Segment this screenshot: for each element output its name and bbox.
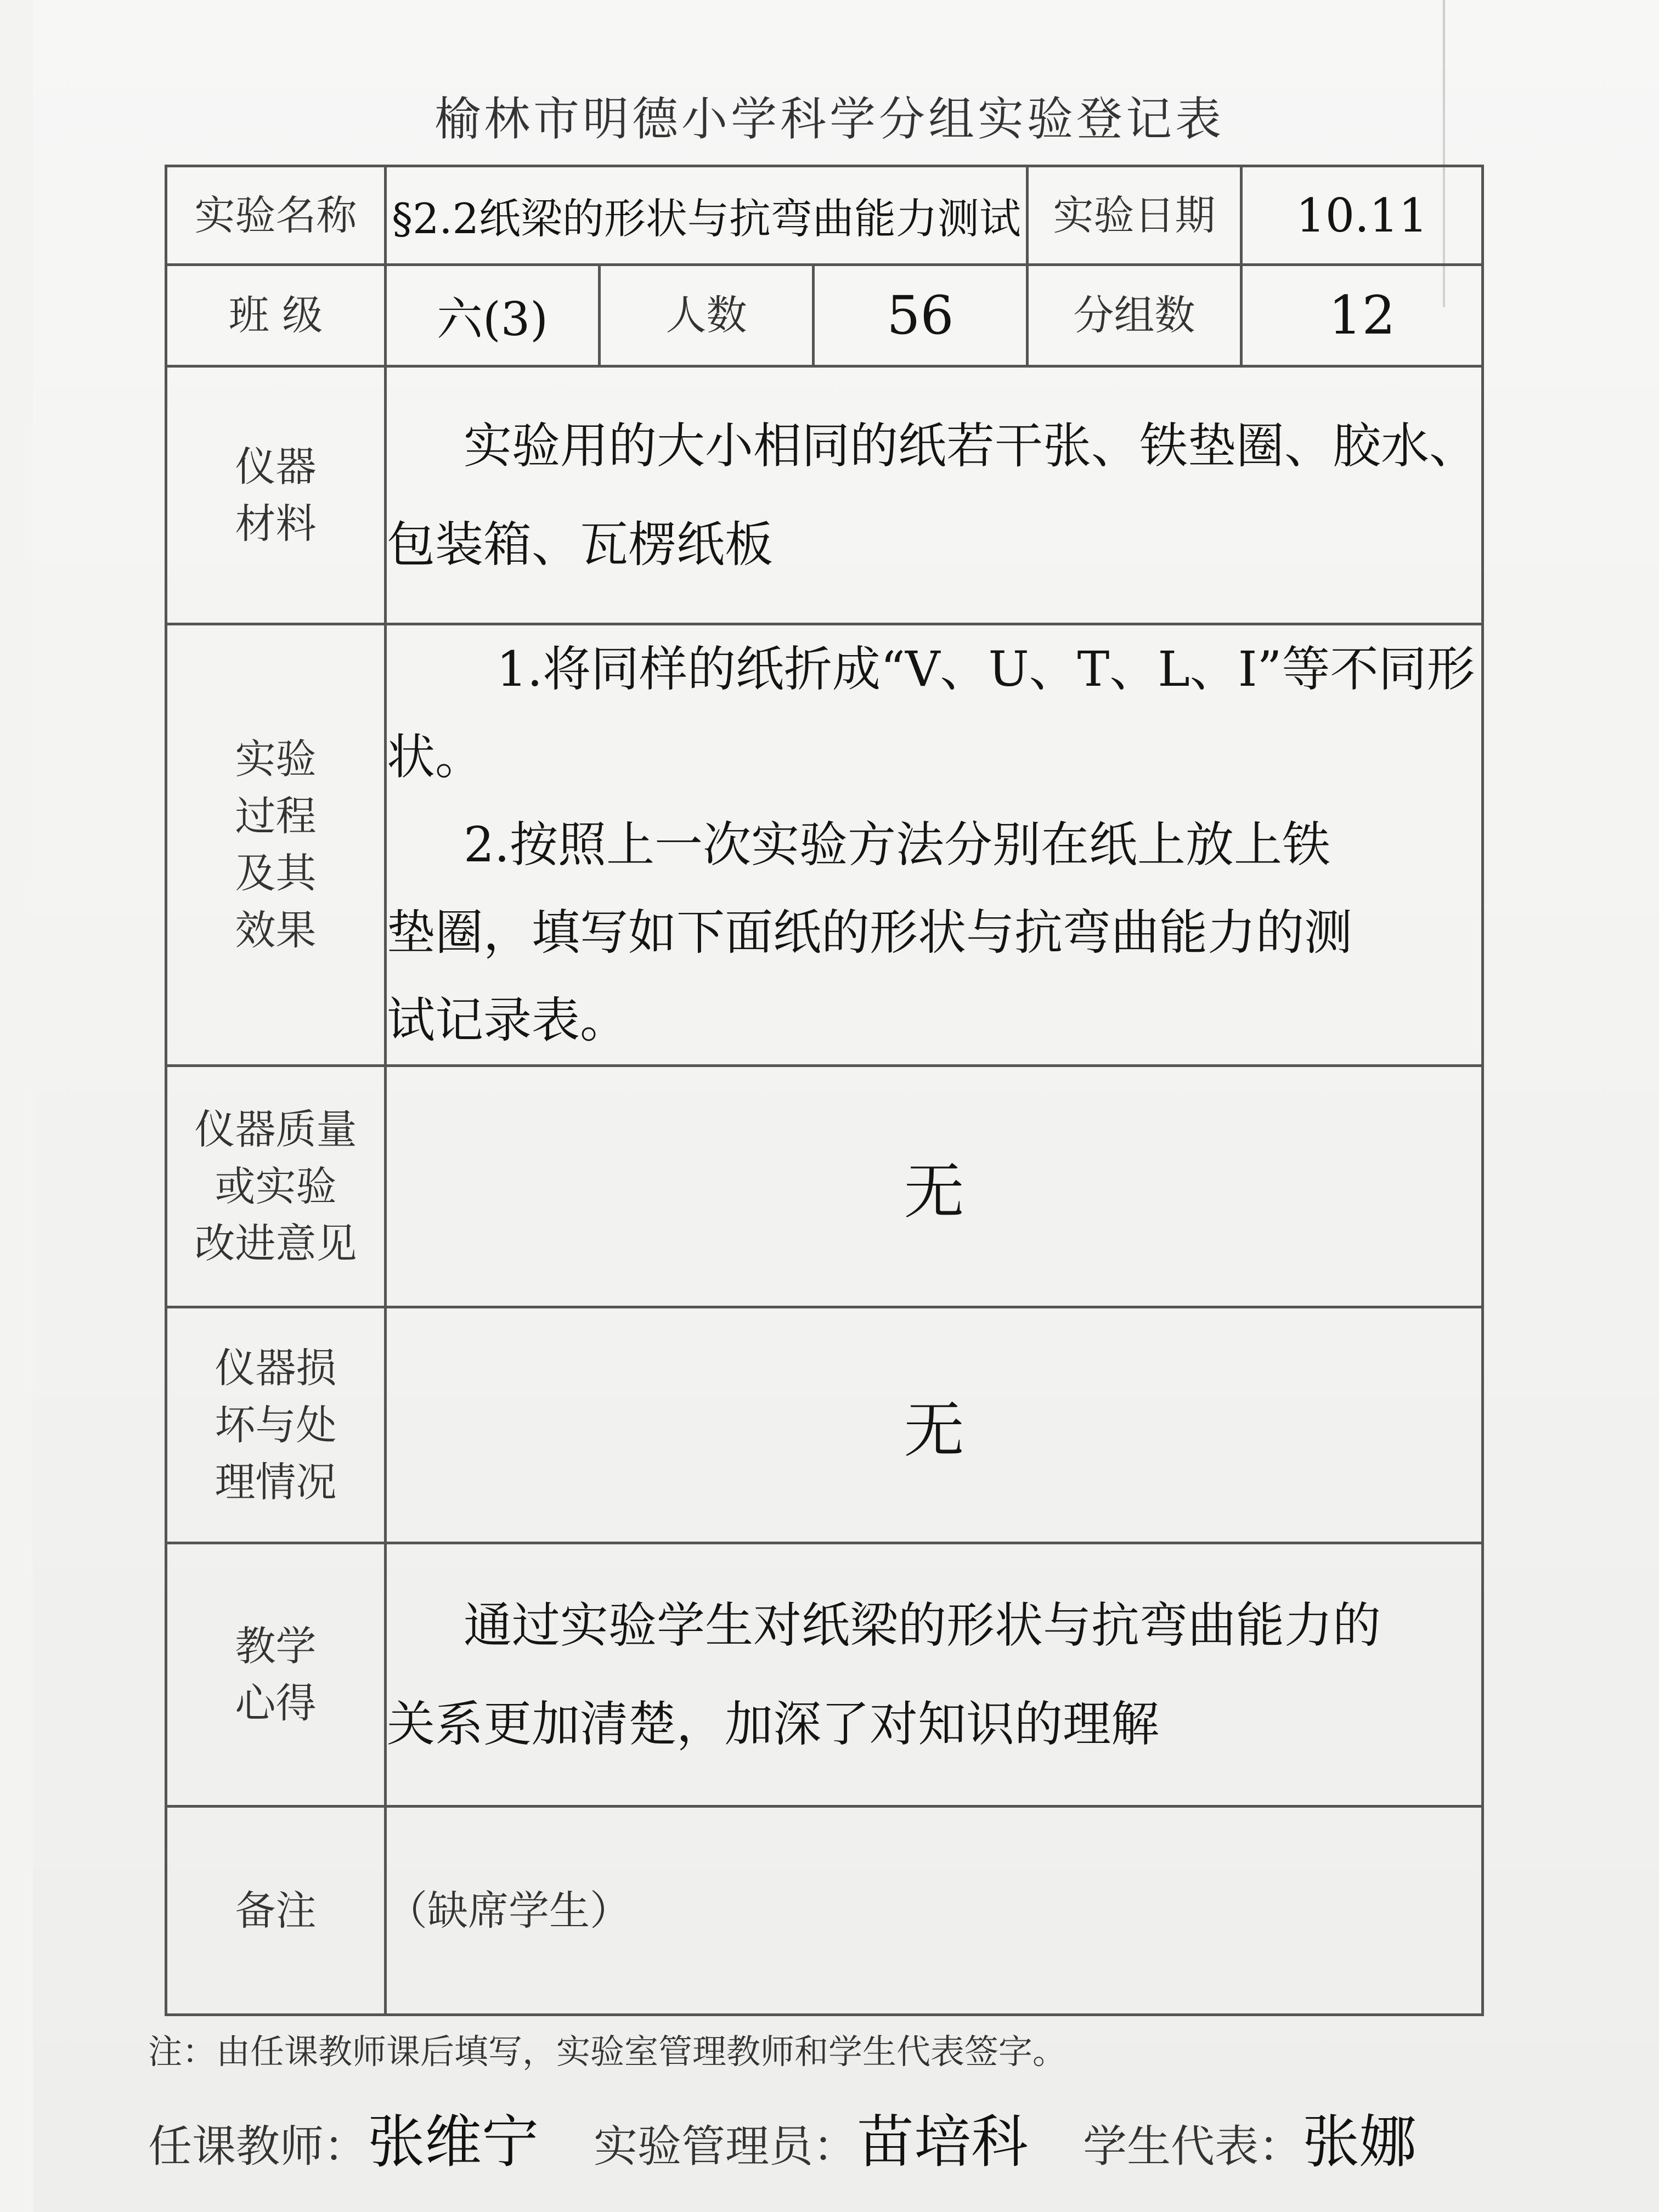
quality-label-line3: 改进意见 <box>194 1220 357 1267</box>
count-value: 56 <box>814 265 1028 366</box>
materials-line1: 实验用的大小相同的纸若干张、铁垫圈、胶水、 <box>464 417 1478 474</box>
remarks-text: （缺席学生） <box>386 1807 1483 2015</box>
row-quality <box>166 1066 1483 1307</box>
process-line4: 垫圈，填写如下面纸的形状与抗弯曲能力的测 <box>387 904 1353 961</box>
row-class <box>166 265 1483 366</box>
process-label-line1: 实验 <box>235 736 317 783</box>
groups-value: 12 <box>1242 265 1483 366</box>
class-label: 班 级 <box>166 265 386 366</box>
process-line3: 2.按照上一次实验方法分别在纸上放上铁 <box>464 816 1330 873</box>
materials-label-line2: 材料 <box>235 500 317 548</box>
reflection-label-line2: 心得 <box>235 1679 317 1727</box>
row-materials <box>166 366 1483 624</box>
quality-value: 无 <box>386 1066 1483 1307</box>
materials-label <box>166 366 386 624</box>
row-process <box>166 624 1483 1066</box>
class-value: 六(3) <box>386 265 600 366</box>
admin-label: 实验管理员： <box>594 2121 857 2172</box>
remarks-label: 备注 <box>166 1807 386 2015</box>
process-text <box>386 624 1483 1066</box>
process-label-line2: 过程 <box>235 793 317 840</box>
process-line1: 1.将同样的纸折成“V、U、T、L、I”等不同形 <box>496 641 1475 697</box>
damage-label <box>166 1307 386 1543</box>
count-label: 人数 <box>600 265 814 366</box>
student-label: 学生代表： <box>1083 2121 1303 2172</box>
signature-row <box>148 2096 1520 2178</box>
groups-label: 分组数 <box>1028 265 1242 366</box>
teacher-label: 任课教师： <box>148 2121 368 2172</box>
reflection-label-line1: 教学 <box>235 1622 317 1670</box>
process-line2: 状。 <box>387 729 484 785</box>
form-title: 榆林市明德小学科学分组实验登记表 <box>434 92 1224 146</box>
quality-label-line2: 或实验 <box>215 1163 337 1210</box>
damage-label-line3: 理情况 <box>215 1458 337 1506</box>
experiment-name-label: 实验名称 <box>166 166 386 265</box>
process-label-line3: 及其 <box>235 850 317 897</box>
footnote: 注：由任课教师课后填写，实验室管理教师和学生代表签字。 <box>148 2032 1067 2072</box>
experiment-name-value: §2.2纸梁的形状与抗弯曲能力测试 <box>386 166 1028 265</box>
admin-signature: 苗培科 <box>857 2108 1029 2175</box>
row-reflection <box>166 1543 1483 1807</box>
registration-table <box>165 165 1484 2016</box>
quality-label-line1: 仪器质量 <box>194 1105 357 1153</box>
reflection-text <box>386 1543 1483 1807</box>
row-damage <box>166 1307 1483 1543</box>
damage-label-line1: 仪器损 <box>215 1344 337 1392</box>
damage-label-line2: 坏与处 <box>215 1401 337 1449</box>
reflection-label <box>166 1543 386 1807</box>
process-label <box>166 624 386 1066</box>
materials-line2: 包装箱、瓦楞纸板 <box>387 516 774 573</box>
row-remarks <box>166 1807 1483 2015</box>
experiment-date-label: 实验日期 <box>1028 166 1242 265</box>
student-signature: 张娜 <box>1302 2108 1417 2175</box>
materials-label-line1: 仪器 <box>235 443 317 490</box>
reflection-line2: 关系更加清楚，加深了对知识的理解 <box>387 1695 1160 1752</box>
process-line5: 试记录表。 <box>387 992 629 1048</box>
teacher-signature: 张维宁 <box>368 2108 539 2175</box>
reflection-line1: 通过实验学生对纸梁的形状与抗弯曲能力的 <box>464 1596 1381 1654</box>
damage-value: 无 <box>386 1307 1483 1543</box>
experiment-date-value: 10.11 <box>1242 166 1483 265</box>
row-name-date <box>166 166 1483 265</box>
process-label-line4: 效果 <box>235 907 317 954</box>
quality-label <box>166 1066 386 1307</box>
materials-text <box>386 366 1483 624</box>
